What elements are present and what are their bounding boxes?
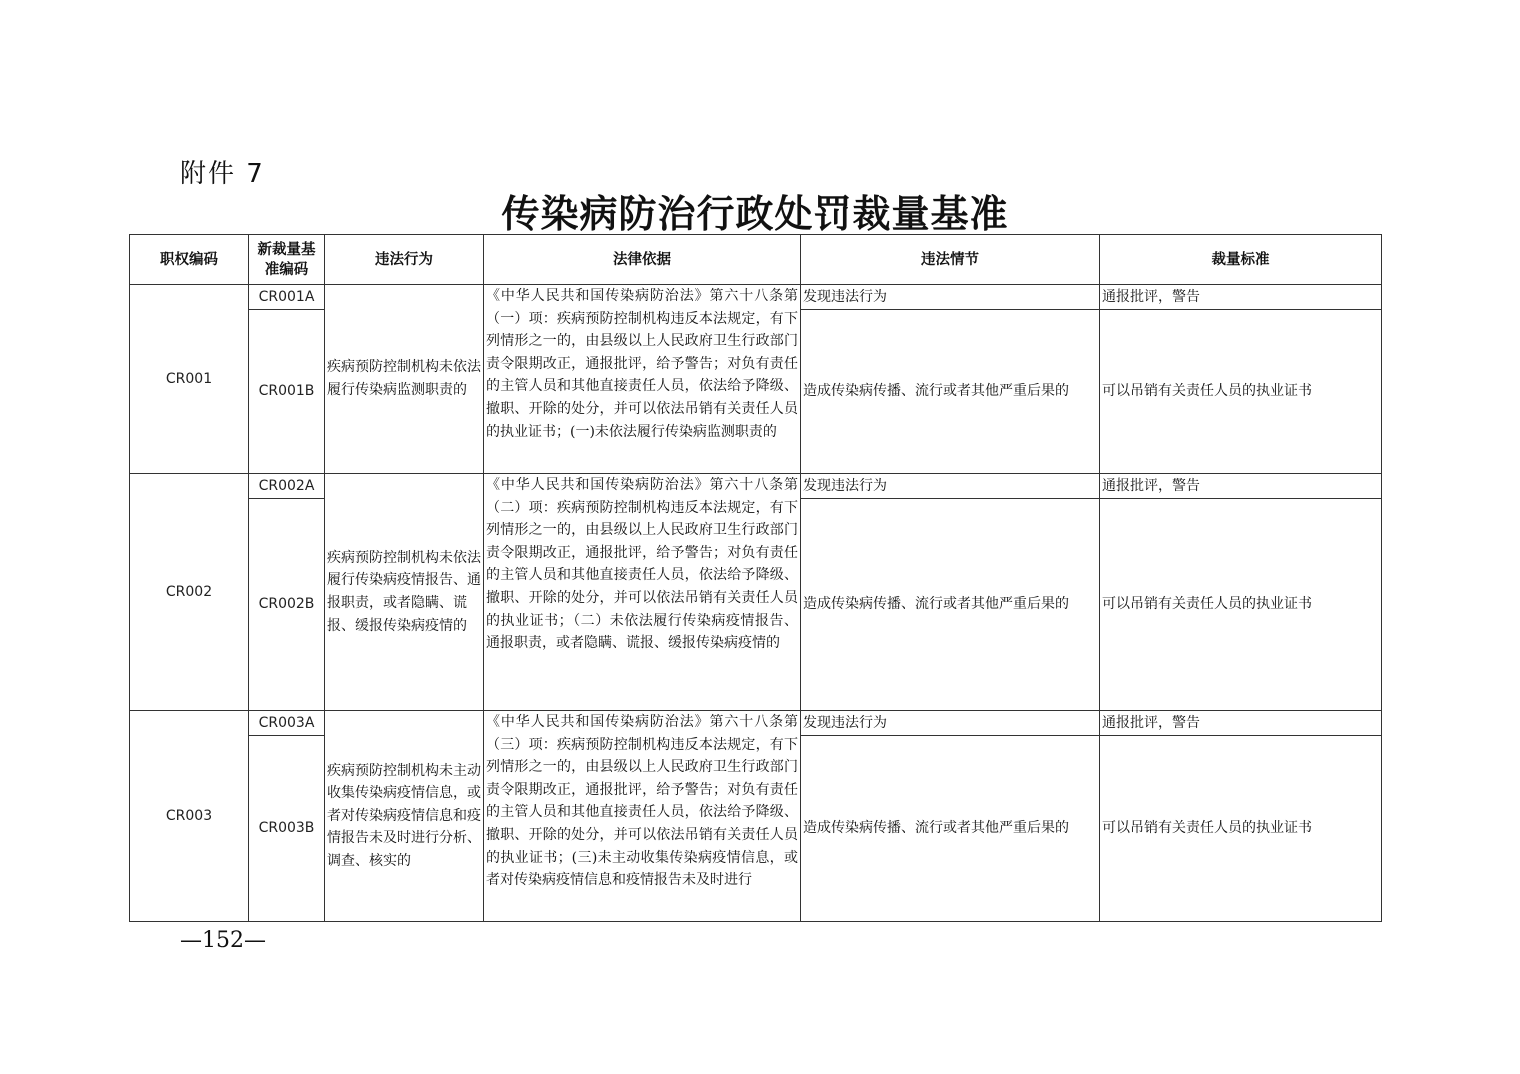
circumstance-cell: 发现违法行为 xyxy=(801,285,1100,310)
table-row xyxy=(130,474,1382,499)
sub-code-cell: CR003B xyxy=(249,736,325,922)
document-title: 传染病防治行政处罚裁量基准 xyxy=(501,191,1009,236)
circumstance-cell: 造成传染病传播、流行或者其他严重后果的 xyxy=(801,736,1100,922)
header-circumstance: 违法情节 xyxy=(801,235,1100,285)
violation-cell: 疾病预防控制机构未主动收集传染病疫情信息，或者对传染病疫情信息和疫情报告未及时进行分析、调查、核实的 xyxy=(325,711,484,922)
page-number: —152— xyxy=(180,928,266,953)
legal-basis-cell: 《中华人民共和国传染病防治法》第六十八条第（二）项：疾病预防控制机构违反本法规定，有下列情形之一的，由县级以上人民政府卫生行政部门责令限期改正，通报批评，给予警告；对负有责任的主管人员和其他直接责任人员，依法给予降级、撤职、开除的处分，并可以依法吊销有关责任人员的执业证书；（二）未依法履行传染病疫情报告、通报职责，或者隐瞒、谎报、缓报传染病疫情的 xyxy=(484,474,801,711)
circumstance-cell: 造成传染病传播、流行或者其他严重后果的 xyxy=(801,499,1100,711)
authority-code-cell: CR001 xyxy=(130,285,249,474)
circumstance-cell: 发现违法行为 xyxy=(801,711,1100,736)
legal-basis-cell: 《中华人民共和国传染病防治法》第六十八条第（一）项：疾病预防控制机构违反本法规定，有下列情形之一的，由县级以上人民政府卫生行政部门责令限期改正，通报批评，给予警告；对负有责任的主管人员和其他直接责任人员，依法给予降级、撤职、开除的处分，并可以依法吊销有关责任人员的执业证书；(一)未依法履行传染病监测职责的 xyxy=(484,285,801,474)
penalty-discretion-table xyxy=(129,234,1382,922)
sub-code-cell: CR003A xyxy=(249,711,325,736)
circumstance-cell: 发现违法行为 xyxy=(801,474,1100,499)
authority-code-cell: CR002 xyxy=(130,474,249,711)
standard-cell: 可以吊销有关责任人员的执业证书 xyxy=(1100,499,1382,711)
standard-cell: 可以吊销有关责任人员的执业证书 xyxy=(1100,736,1382,922)
header-violation: 违法行为 xyxy=(325,235,484,285)
sub-code-cell: CR001A xyxy=(249,285,325,310)
violation-cell: 疾病预防控制机构未依法履行传染病疫情报告、通报职责，或者隐瞒、谎报、缓报传染病疫情的 xyxy=(325,474,484,711)
authority-code-cell: CR003 xyxy=(130,711,249,922)
violation-cell: 疾病预防控制机构未依法履行传染病监测职责的 xyxy=(325,285,484,474)
header-standard: 裁量标准 xyxy=(1100,235,1382,285)
table-row xyxy=(130,285,1382,310)
circumstance-cell: 造成传染病传播、流行或者其他严重后果的 xyxy=(801,310,1100,474)
sub-code-cell: CR002A xyxy=(249,474,325,499)
header-legal-basis: 法律依据 xyxy=(484,235,801,285)
standard-cell: 通报批评，警告 xyxy=(1100,711,1382,736)
standard-cell: 可以吊销有关责任人员的执业证书 xyxy=(1100,310,1382,474)
attachment-label: 附件 7 xyxy=(180,159,265,189)
sub-code-cell: CR001B xyxy=(249,310,325,474)
sub-code-cell: CR002B xyxy=(249,499,325,711)
header-new-code: 新裁量基准编码 xyxy=(249,235,325,285)
standard-cell: 通报批评，警告 xyxy=(1100,474,1382,499)
table-row xyxy=(130,711,1382,736)
table-header-row xyxy=(130,235,1382,285)
standard-cell: 通报批评，警告 xyxy=(1100,285,1382,310)
header-authority-code: 职权编码 xyxy=(130,235,249,285)
legal-basis-cell: 《中华人民共和国传染病防治法》第六十八条第（三）项：疾病预防控制机构违反本法规定，有下列情形之一的，由县级以上人民政府卫生行政部门责令限期改正，通报批评，给予警告；对负有责任的主管人员和其他直接责任人员，依法给予降级、撤职、开除的处分，并可以依法吊销有关责任人员的执业证书；(三)未主动收集传染病疫情信息，或者对传染病疫情信息和疫情报告未及时进行 xyxy=(484,711,801,922)
